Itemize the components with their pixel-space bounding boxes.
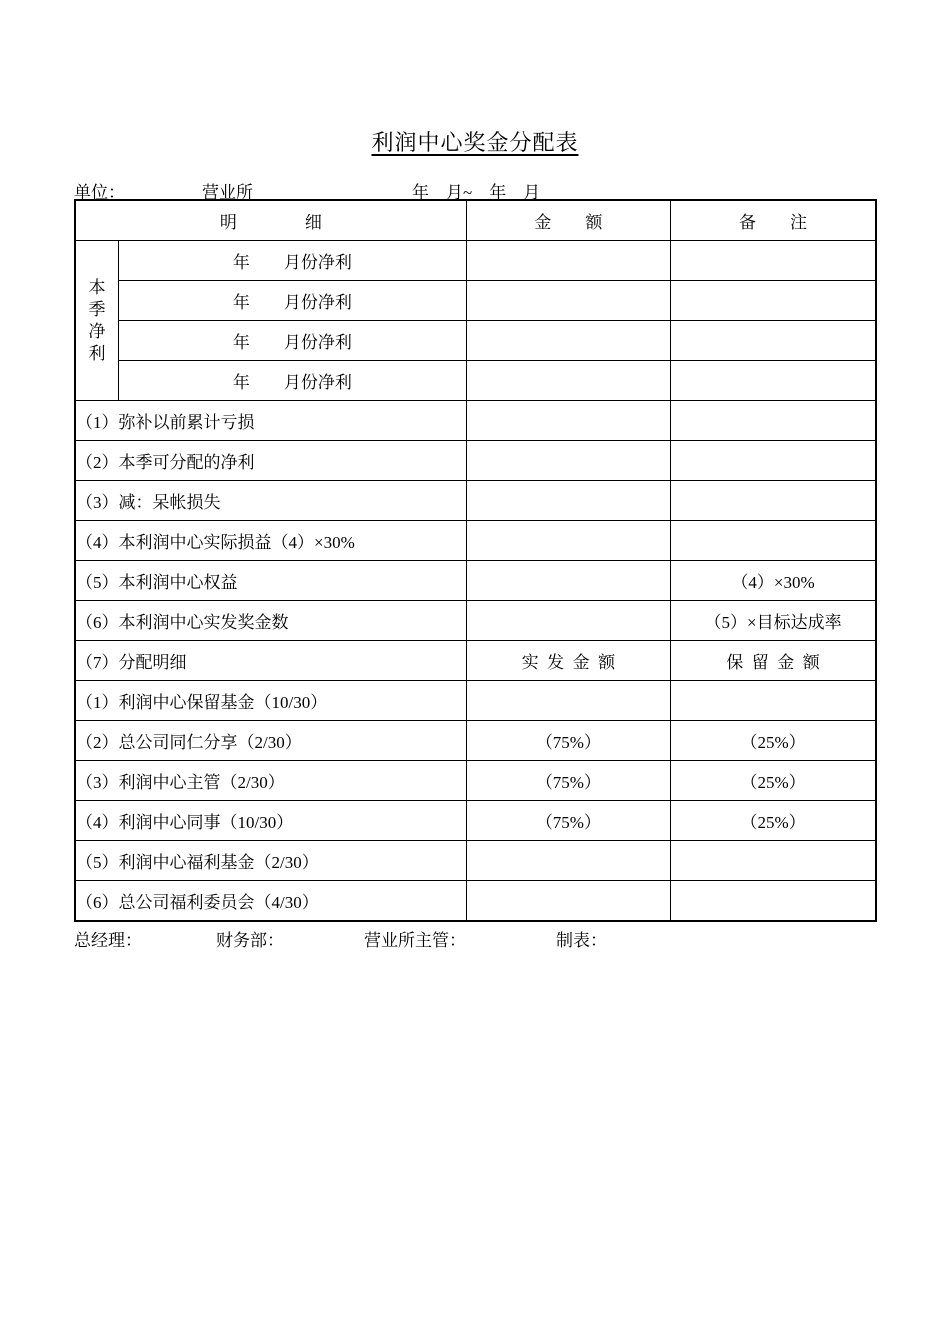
- table-row: [75, 441, 876, 481]
- note-cell[interactable]: [671, 681, 876, 721]
- unit-value: 营业所: [202, 183, 253, 202]
- date-range: 年 月~ 年 月: [412, 183, 541, 202]
- item-label: （1）利润中心保留基金（10/30）: [75, 681, 466, 721]
- amount-cell[interactable]: [466, 241, 670, 281]
- table-row: [75, 401, 876, 441]
- item-label: （1）弥补以前累计亏损: [75, 401, 466, 441]
- month-row-label: 年 月份净利: [119, 321, 467, 361]
- note-cell[interactable]: （25%）: [671, 761, 876, 801]
- note-cell[interactable]: [671, 361, 876, 401]
- item-label: （7）分配明细: [75, 641, 466, 681]
- item-label: （4）本利润中心实际损益（4）×30%: [75, 521, 466, 561]
- table-row: [75, 241, 876, 281]
- item-label: （2）本季可分配的净利: [75, 441, 466, 481]
- table-row: [75, 761, 876, 801]
- amount-cell[interactable]: [466, 841, 670, 881]
- note-cell[interactable]: [671, 521, 876, 561]
- note-cell[interactable]: （25%）: [671, 721, 876, 761]
- amount-cell[interactable]: [466, 361, 670, 401]
- table-row: [75, 521, 876, 561]
- amount-cell[interactable]: （75%）: [466, 761, 670, 801]
- amount-cell[interactable]: [466, 561, 670, 601]
- finance-label: 财务部：: [216, 931, 284, 950]
- note-cell[interactable]: [671, 241, 876, 281]
- table-row: [75, 321, 876, 361]
- table-row: [75, 721, 876, 761]
- note-cell[interactable]: （25%）: [671, 801, 876, 841]
- amount-cell[interactable]: [466, 281, 670, 321]
- amount-cell[interactable]: [466, 401, 670, 441]
- note-cell[interactable]: [671, 321, 876, 361]
- item-label: （6）总公司福利委员会（4/30）: [75, 881, 466, 922]
- note-cell[interactable]: [671, 401, 876, 441]
- table-header-row: [75, 200, 876, 241]
- general-manager-label: 总经理：: [74, 931, 142, 950]
- prepared-by-label: 制表：: [556, 931, 607, 950]
- amount-cell[interactable]: （75%）: [466, 721, 670, 761]
- amount-subheader: 实 发 金 额: [466, 641, 670, 681]
- quarter-group-label: 本季净利: [75, 241, 119, 401]
- header-amount: 金 额: [466, 200, 670, 241]
- page-title: 利润中心奖金分配表: [371, 131, 579, 156]
- note-cell[interactable]: [671, 841, 876, 881]
- header-detail: 明 细: [75, 200, 466, 241]
- amount-cell[interactable]: [466, 441, 670, 481]
- table-row: [75, 561, 876, 601]
- item-label: （5）利润中心福利基金（2/30）: [75, 841, 466, 881]
- amount-cell[interactable]: （75%）: [466, 801, 670, 841]
- table-row: [75, 601, 876, 641]
- note-cell[interactable]: [671, 881, 876, 922]
- item-label: （5）本利润中心权益: [75, 561, 466, 601]
- amount-cell[interactable]: [466, 681, 670, 721]
- signature-line: [74, 926, 874, 948]
- item-label: （4）利润中心同事（10/30）: [75, 801, 466, 841]
- item-label: （3）减：呆帐损失: [75, 481, 466, 521]
- item-label: （6）本利润中心实发奖金数: [75, 601, 466, 641]
- header-note: 备 注: [671, 200, 876, 241]
- item-label: （2）总公司同仁分享（2/30）: [75, 721, 466, 761]
- amount-cell[interactable]: [466, 321, 670, 361]
- month-row-label: 年 月份净利: [119, 361, 467, 401]
- note-cell[interactable]: （5）×目标达成率: [671, 601, 876, 641]
- amount-cell[interactable]: [466, 481, 670, 521]
- table-row: [75, 881, 876, 922]
- note-cell[interactable]: [671, 441, 876, 481]
- table-row: [75, 681, 876, 721]
- table-row: [75, 641, 876, 681]
- month-row-label: 年 月份净利: [119, 241, 467, 281]
- table-row: [75, 361, 876, 401]
- bonus-distribution-table: [74, 199, 877, 922]
- table-row: [75, 841, 876, 881]
- header-line: [74, 178, 874, 200]
- note-cell[interactable]: （4）×30%: [671, 561, 876, 601]
- month-row-label: 年 月份净利: [119, 281, 467, 321]
- unit-label: 单位：: [74, 183, 125, 202]
- amount-cell[interactable]: [466, 601, 670, 641]
- table-row: [75, 801, 876, 841]
- amount-cell[interactable]: [466, 881, 670, 922]
- note-cell[interactable]: [671, 281, 876, 321]
- branch-manager-label: 营业所主管：: [364, 931, 466, 950]
- note-cell[interactable]: [671, 481, 876, 521]
- item-label: （3）利润中心主管（2/30）: [75, 761, 466, 801]
- amount-cell[interactable]: [466, 521, 670, 561]
- table-row: [75, 281, 876, 321]
- table-row: [75, 481, 876, 521]
- note-subheader: 保 留 金 额: [671, 641, 876, 681]
